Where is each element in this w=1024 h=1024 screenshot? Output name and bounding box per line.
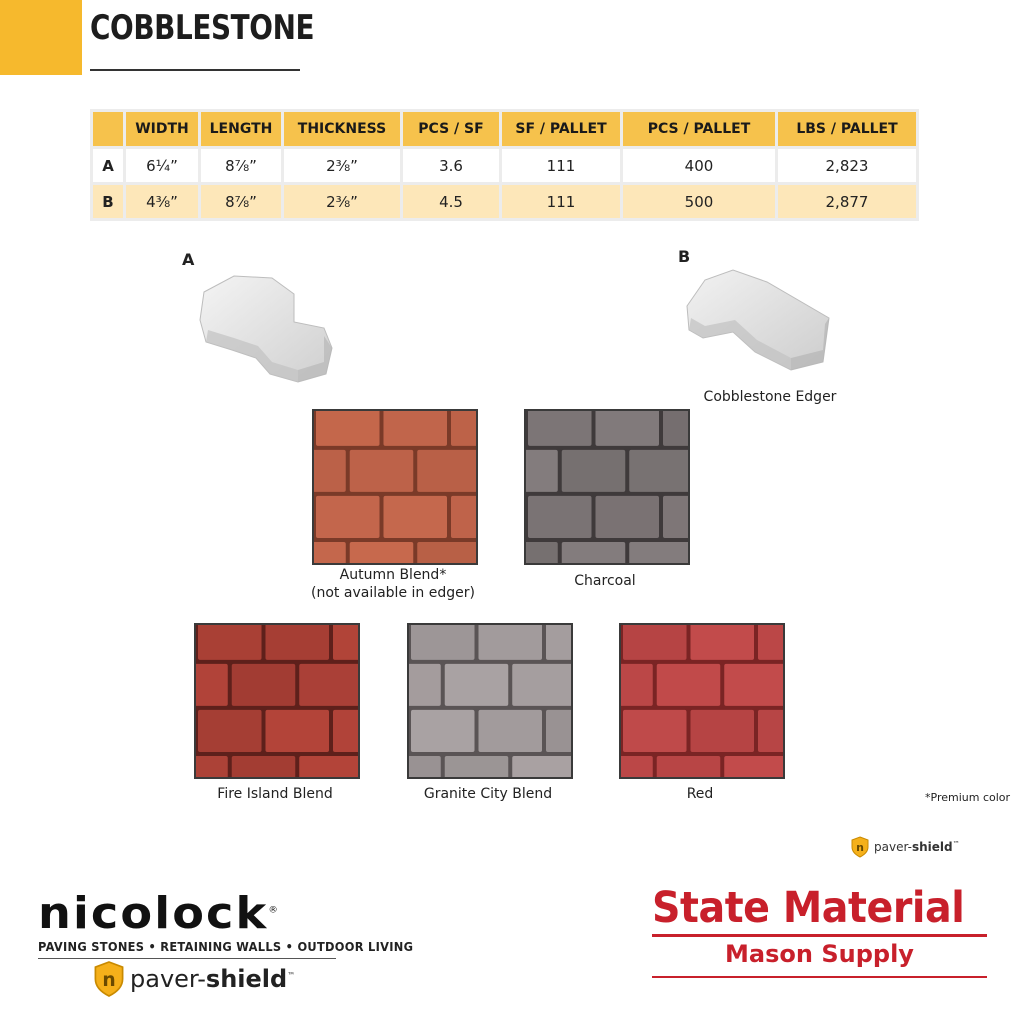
brick [629,542,688,563]
table-cell: 2⅜” [283,184,402,220]
brick [663,496,688,538]
brick [409,664,441,706]
swatch-fire-island-blend [194,623,360,779]
brick [479,625,543,660]
cobblestone-edger-image [683,266,833,376]
swatch-autumn-blend [312,409,478,565]
brick-pattern [621,625,783,777]
brick [266,625,330,660]
nicolock-wordmark: nicolock [38,888,269,939]
swatch-caption-granite-city-blend: Granite City Blend [423,786,553,802]
paver-shield-badge-small [850,836,960,858]
svg-text:n: n [856,841,864,854]
table-row [92,148,918,184]
brick [314,542,346,563]
brick [526,450,558,492]
brick [657,664,721,706]
brick-pattern [526,411,688,563]
table-cell: 500 [622,184,777,220]
nicolock-tagline: PAVING STONES • RETAINING WALLS • OUTDOOR LIVING [38,940,414,954]
brick [758,625,783,660]
table-header-cell: WIDTH [125,111,200,148]
table-row [92,184,918,220]
brick [350,542,414,563]
table-cell: 400 [622,148,777,184]
premium-color-note: *Premium color [925,791,1011,804]
paver-shield-badge-large [92,960,295,998]
brick [546,625,571,660]
paver-shield-wordmark-large: paver-shield™ [130,965,296,993]
brick [629,450,688,492]
swatch-charcoal [524,409,690,565]
brick [411,710,475,752]
table-header-cell: SF / PALLET [501,111,622,148]
brick [528,411,592,446]
brick [384,496,448,538]
brick [691,625,755,660]
cobblestone-edger-caption: Cobblestone Edger [703,389,837,405]
brick [596,411,660,446]
nicolock-divider [38,958,336,959]
brick [350,450,414,492]
brick-pattern [314,411,476,563]
brick [562,542,626,563]
table-cell: 111 [501,184,622,220]
table-header-cell [92,111,125,148]
brick [314,450,346,492]
brick [417,542,476,563]
shape-a-label: A [182,250,195,269]
swatch-name: Autumn Blend* [339,567,447,583]
brick [512,756,571,777]
brick [316,496,380,538]
brick [526,542,558,563]
brick [724,664,783,706]
brick [384,411,448,446]
table-header-cell: THICKNESS [283,111,402,148]
table-cell: 8⅞” [200,184,283,220]
brick [417,450,476,492]
brick [299,756,358,777]
brick [316,411,380,446]
table-cell: 2,823 [777,148,918,184]
swatch-caption-charcoal: Charcoal [574,573,636,589]
table-cell: 8⅞” [200,148,283,184]
header-accent-block [0,0,82,75]
brick [621,664,653,706]
spec-table [90,109,919,221]
brick [623,625,687,660]
brick [621,756,653,777]
swatch-caption-autumn-blend [293,566,493,602]
title-underline [90,69,300,71]
shield-icon [850,836,870,858]
table-cell: 2⅜” [283,148,402,184]
brick [196,756,228,777]
brick [691,710,755,752]
brick [409,756,441,777]
shield-icon [92,960,126,998]
brick [411,625,475,660]
brick [512,664,571,706]
table-cell: A [92,148,125,184]
brick [299,664,358,706]
table-cell: 111 [501,148,622,184]
brick [445,664,509,706]
state-material-title: State Material [652,883,965,933]
brick [232,756,296,777]
nicolock-logo [38,888,280,939]
brick [198,625,262,660]
table-header-cell: PCS / PALLET [622,111,777,148]
brick [445,756,509,777]
registered-mark: ® [268,905,280,916]
brick [663,411,688,446]
table-header-cell: LENGTH [200,111,283,148]
page-title: COBBLESTONE [90,8,315,48]
table-cell: 2,877 [777,184,918,220]
cobblestone-a-image [194,270,334,385]
state-material-rule-bottom [652,976,987,978]
table-header-row [92,111,918,148]
table-cell: 4⅜” [125,184,200,220]
svg-text:n: n [102,969,116,991]
table-cell: 3.6 [402,148,501,184]
swatch-caption-fire-island-blend: Fire Island Blend [217,786,333,802]
paver-shield-wordmark: paver-shield™ [874,840,960,854]
brick [546,710,571,752]
brick [196,664,228,706]
state-material-subtitle: Mason Supply [725,940,914,968]
brick [451,496,476,538]
brick [479,710,543,752]
brick [657,756,721,777]
brick [333,625,358,660]
table-header-cell: PCS / SF [402,111,501,148]
brick [596,496,660,538]
swatch-red [619,623,785,779]
swatch-granite-city-blend [407,623,573,779]
brick [451,411,476,446]
table-cell: B [92,184,125,220]
brick [623,710,687,752]
shape-b-label: B [678,247,691,266]
brick [333,710,358,752]
brick [198,710,262,752]
table-cell: 4.5 [402,184,501,220]
swatch-note: (not available in edger) [311,585,475,601]
swatch-caption-red: Red [686,786,714,802]
brick [266,710,330,752]
brick-pattern [409,625,571,777]
brick-pattern [196,625,358,777]
brick [562,450,626,492]
brick [724,756,783,777]
brick [528,496,592,538]
brick [232,664,296,706]
table-header-cell: LBS / PALLET [777,111,918,148]
state-material-rule-top [652,934,987,937]
brick [758,710,783,752]
table-cell: 6¼” [125,148,200,184]
